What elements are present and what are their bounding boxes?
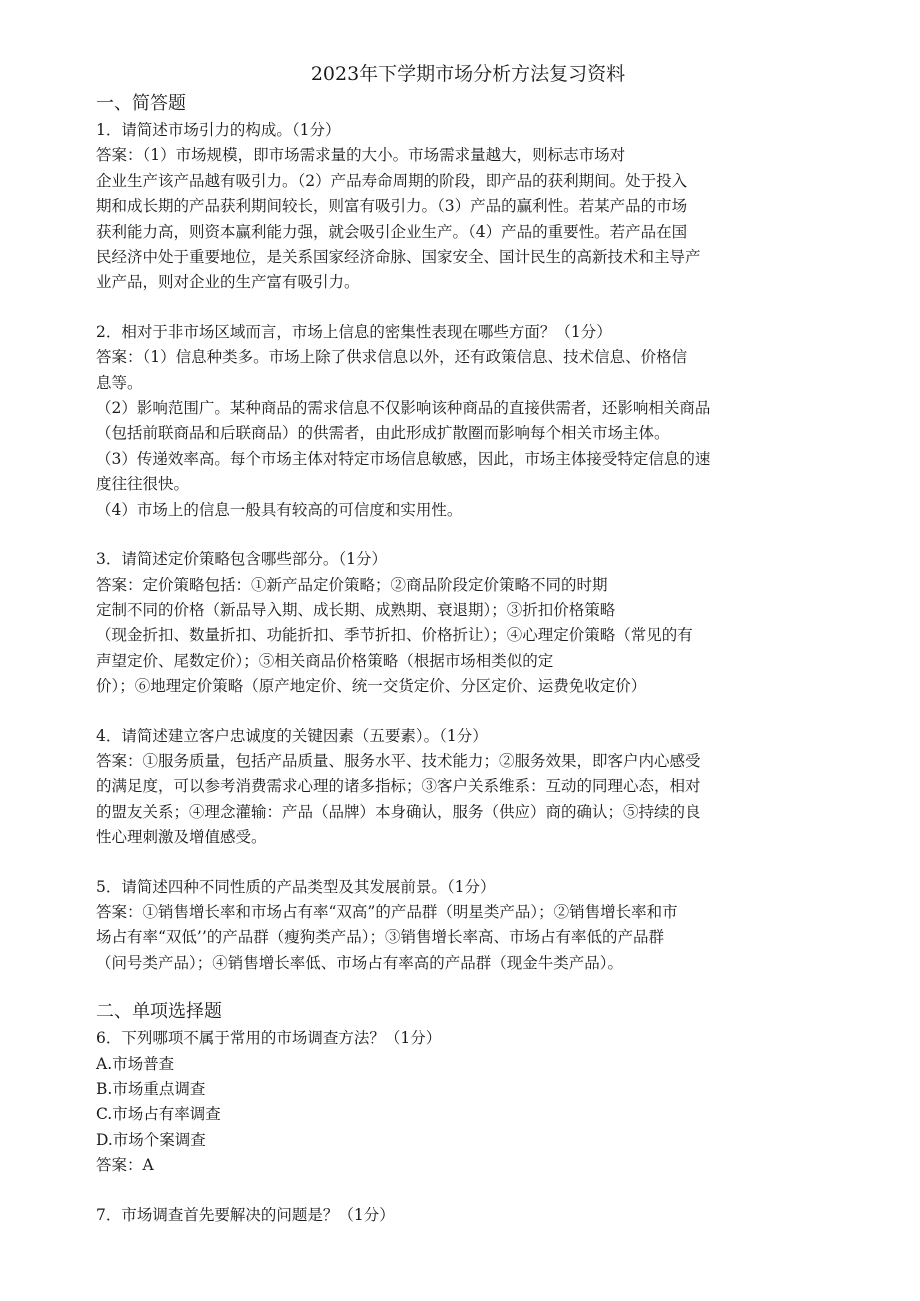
question-6: 6．下列哪项不属于常用的市场调查方法？（1分） xyxy=(96,1029,442,1048)
option-a: A.市场普查 xyxy=(96,1054,175,1073)
question-1: 1．请简述市场引力的构成。（1分） xyxy=(96,121,341,139)
question-7: 7．市场调查首先要解决的问题是？（1分） xyxy=(96,1205,395,1224)
section-heading-short-answer: 一、简答题 xyxy=(96,93,186,114)
question-3: 3．请简述定价策略包含哪些部分。（1分） xyxy=(96,550,387,569)
answer-line: 度往往很快。 xyxy=(96,475,190,494)
answer-line: 性心理刺激及增值感受。 xyxy=(96,828,267,847)
section-heading-single-choice: 二、单项选择题 xyxy=(96,1001,222,1023)
answer-line: （现金折扣、数量折扣、功能折扣、季节折扣、价格折让）；④心理定价策略（常见的有 xyxy=(96,626,693,645)
answer-line: （4）市场上的信息一般具有较高的可信度和实用性。 xyxy=(96,500,463,519)
answer-line: （包括前联商品和后联商品）的供需者，由此形成扩散圈而影响每个相关市场主体。 xyxy=(96,424,670,443)
answer-line: 企业生产该产品越有吸引力。（2）产品寿命周期的阶段，即产品的获利期间。处于投入 xyxy=(96,171,688,190)
option-d: D.市场个案调查 xyxy=(96,1130,206,1149)
answer-line: 民经济中处于重要地位，是关系国家经济命脉、国家安全、国计民生的高新技术和主导产 xyxy=(96,248,701,267)
document-title: 2023年下学期市场分析方法复习资料 xyxy=(310,63,626,85)
answer-line: 声望定价、尾数定价）；⑤相关商品价格策略（根据市场相类似的定 xyxy=(96,651,554,670)
question-4: 4．请简述建立客户忠诚度的关键因素（五要素）。（1分） xyxy=(96,726,488,745)
answer-line: （3）传递效率高。每个市场主体对特定市场信息敏感，因此，市场主体接受特定信息的速 xyxy=(96,449,711,468)
answer-2 xyxy=(96,345,830,523)
options-6 xyxy=(96,1052,830,1154)
answer-line: （2）影响范围广。某种商品的需求信息不仅影响该种商品的直接供需者，还影响相关商品 xyxy=(96,399,711,418)
answer-6: 答案：A xyxy=(96,1156,154,1175)
answer-line: 场占有率“双低’’的产品群（瘦狗类产品）；③销售增长率高、市场占有率低的产品群 xyxy=(96,928,665,947)
spacer xyxy=(96,700,830,724)
answer-line: 业产品，则对企业的生产富有吸引力。 xyxy=(96,273,360,292)
spacer xyxy=(96,523,830,547)
answer-line: 答案：（1）市场规模，即市场需求量的大小。市场需求量越大，则标志市场对 xyxy=(96,146,626,165)
answer-3 xyxy=(96,573,830,700)
spacer xyxy=(96,1179,830,1203)
answer-line: 答案：①服务质量，包括产品质量、服务水平、技术能力；②服务效果，即客户内心感受 xyxy=(96,751,701,770)
answer-line: 息等。 xyxy=(96,373,143,392)
question-2: 2．相对于非市场区域而言，市场上信息的密集性表现在哪些方面？（1分） xyxy=(96,322,612,341)
answer-line: （问号类产品）；④销售增长率低、市场占有率高的产品群（现金牛类产品）。 xyxy=(96,953,624,972)
answer-line: 答案：①销售增长率和市场占有率“双高”的产品群（明星类产品）；②销售增长率和市 xyxy=(96,902,678,921)
spacer xyxy=(96,296,830,320)
answer-5 xyxy=(96,900,830,976)
answer-line: 的满足度，可以参考消费需求心理的诸多指标；③客户关系维系：互动的同理心态，相对 xyxy=(96,777,701,796)
answer-line: 价）；⑥地理定价策略（原产地定价、统一交货定价、分区定价、运费免收定价） xyxy=(96,677,647,696)
answer-line: 答案：定价策略包括：①新产品定价策略；②商品阶段定价策略不同的时期 xyxy=(96,575,608,594)
option-b: B.市场重点调查 xyxy=(96,1080,206,1098)
answer-line: 的盟友关系；④理念灌输：产品（品牌）本身确认，服务（供应）商的确认；⑤持续的良 xyxy=(96,802,701,821)
question-5: 5．请简述四种不同性质的产品类型及其发展前景。（1分） xyxy=(96,877,496,896)
option-c: C.市场占有率调查 xyxy=(96,1105,221,1124)
answer-line: 获利能力高，则资本赢利能力强，就会吸引企业生产。（4）产品的重要性。若产品在国 xyxy=(96,222,688,241)
answer-line: 期和成长期的产品获利期间较长，则富有吸引力。（3）产品的赢利性。若某产品的市场 xyxy=(96,197,688,216)
spacer xyxy=(96,851,830,875)
spacer xyxy=(96,976,830,998)
answer-1 xyxy=(96,143,830,295)
answer-4 xyxy=(96,749,830,851)
answer-line: 定制不同的价格（新品导入期、成长期、成熟期、衰退期）；③折扣价格策略 xyxy=(96,600,616,619)
answer-line: 答案：（1）信息种类多。市场上除了供求信息以外，还有政策信息、技术信息、价格信 xyxy=(96,348,688,367)
